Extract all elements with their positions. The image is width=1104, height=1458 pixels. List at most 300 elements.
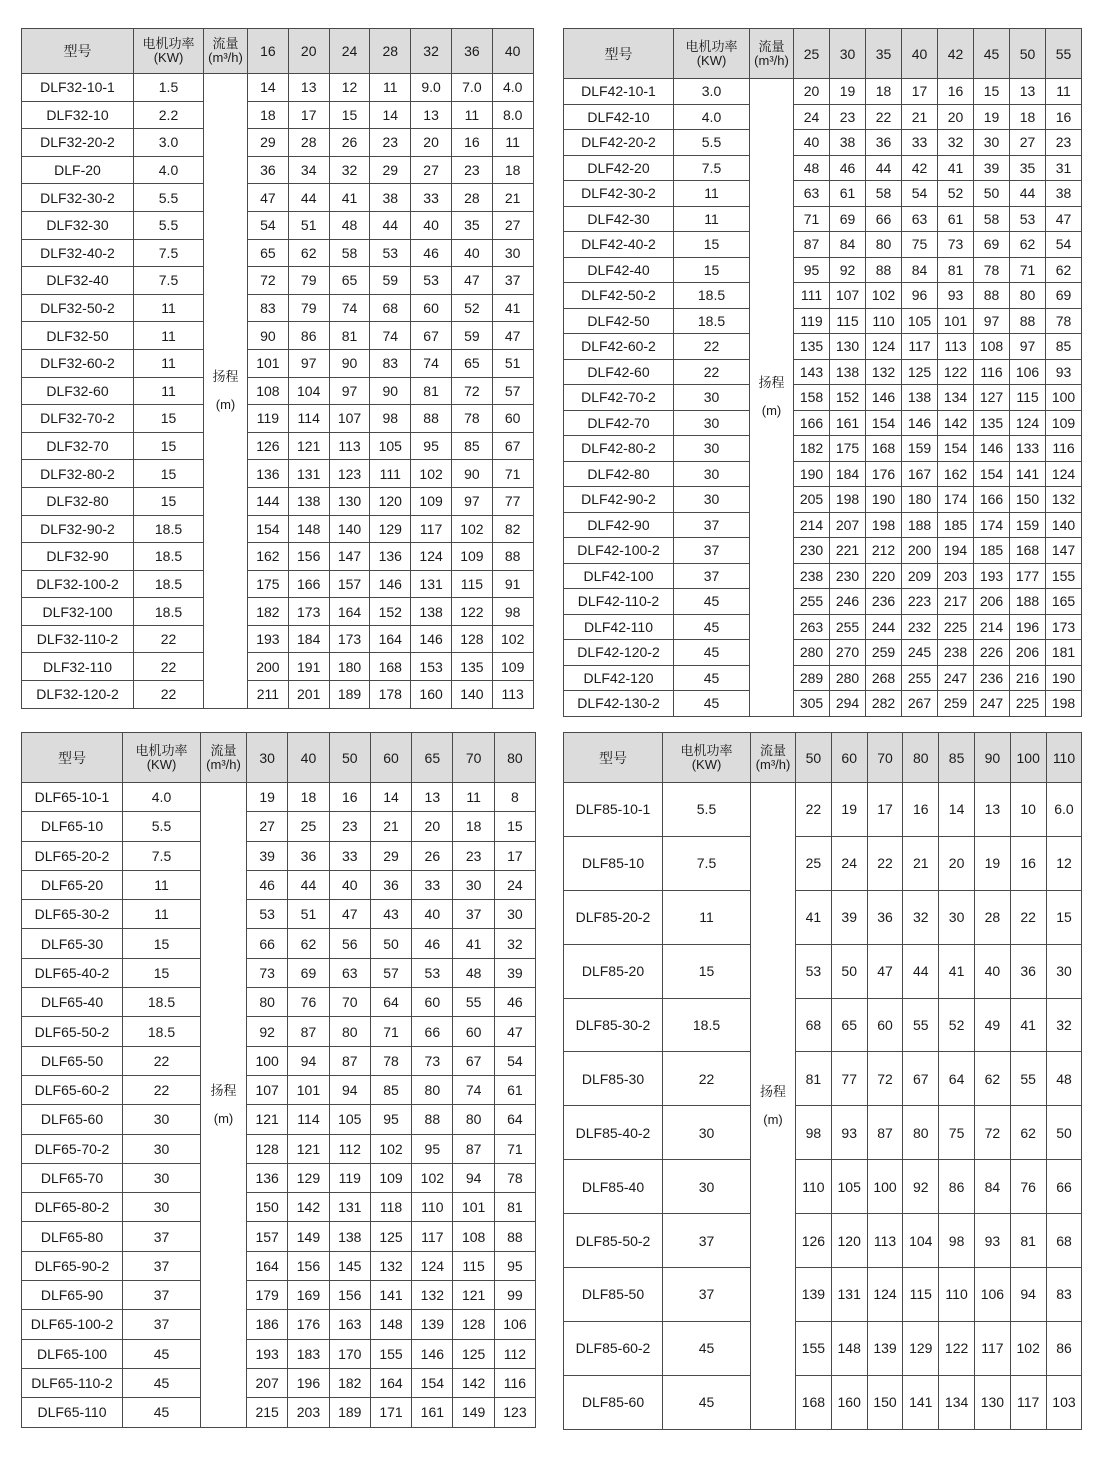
header-row: [22, 29, 534, 74]
head-value-cell: 52: [939, 998, 975, 1052]
table-row: [22, 900, 536, 929]
head-value-cell: 107: [329, 405, 370, 433]
head-value-cell: 87: [453, 1134, 494, 1163]
head-value-cell: 31: [1046, 155, 1082, 181]
flow-header-label: 流量: [758, 38, 785, 54]
head-value-cell: 16: [903, 783, 939, 837]
power-cell: 4.0: [123, 783, 201, 812]
head-value-cell: 78: [370, 1046, 411, 1075]
head-value-cell: 15: [329, 101, 370, 129]
head-value-cell: 4.0: [492, 74, 533, 102]
head-value-cell: 64: [494, 1105, 535, 1134]
flow-header-label: 流量: [210, 742, 237, 758]
model-cell: DLF42-50: [564, 308, 674, 334]
head-value-cell: 109: [451, 543, 492, 571]
head-value-cell: 60: [492, 405, 533, 433]
head-value-cell: 108: [453, 1222, 494, 1251]
head-value-cell: 196: [1010, 614, 1046, 640]
head-value-cell: 138: [329, 1222, 370, 1251]
head-value-cell: 64: [370, 988, 411, 1017]
head-value-cell: 134: [938, 385, 974, 411]
head-value-cell: 75: [902, 232, 938, 258]
head-value-cell: 156: [329, 1281, 370, 1310]
head-value-cell: 41: [796, 890, 832, 944]
head-value-cell: 47: [329, 900, 370, 929]
head-value-cell: 110: [796, 1160, 832, 1214]
head-value-cell: 111: [370, 460, 411, 488]
head-value-cell: 244: [866, 614, 902, 640]
head-value-cell: 236: [866, 589, 902, 615]
head-value-cell: 97: [451, 487, 492, 515]
head-value-cell: 30: [974, 130, 1010, 156]
head-value-cell: 55: [1010, 1052, 1046, 1106]
head-value-cell: 62: [974, 1052, 1010, 1106]
model-cell: DLF42-100: [564, 563, 674, 589]
head-value-cell: 62: [1010, 1106, 1046, 1160]
model-cell: DLF65-70-2: [22, 1134, 123, 1163]
head-value-cell: 117: [412, 1222, 453, 1251]
flow-value-header: 30: [247, 733, 288, 783]
power-cell: 30: [663, 1160, 751, 1214]
head-value-cell: 54: [902, 181, 938, 207]
head-value-cell: 126: [248, 432, 289, 460]
head-value-cell: 32: [329, 156, 370, 184]
head-value-cell: 164: [370, 625, 411, 653]
model-cell: DLF42-30-2: [564, 181, 674, 207]
head-value-cell: 184: [830, 461, 866, 487]
table-row: [22, 1105, 536, 1134]
head-value-cell: 23: [453, 841, 494, 870]
head-value-cell: 142: [288, 1193, 329, 1222]
head-value-cell: 141: [1010, 461, 1046, 487]
power-cell: 30: [663, 1106, 751, 1160]
head-value-cell: 83: [370, 349, 411, 377]
head-value-cell: 155: [370, 1339, 411, 1368]
head-value-cell: 185: [974, 538, 1010, 564]
head-value-cell: 66: [1046, 1160, 1082, 1214]
head-value-cell: 207: [830, 512, 866, 538]
head-value-cell: 115: [903, 1268, 939, 1322]
head-value-cell: 33: [902, 130, 938, 156]
head-value-cell: 138: [288, 487, 329, 515]
model-cell: DLF85-50: [564, 1268, 663, 1322]
head-value-cell: 170: [329, 1339, 370, 1368]
head-label-cell: [201, 783, 247, 1428]
head-value-cell: 124: [412, 1251, 453, 1280]
head-value-cell: 41: [939, 944, 975, 998]
head-value-cell: 60: [453, 1017, 494, 1046]
table-row: [22, 841, 536, 870]
head-value-cell: 181: [1046, 640, 1082, 666]
table-row: [22, 1075, 536, 1104]
head-value-cell: 103: [1046, 1375, 1082, 1429]
power-cell: 11: [663, 890, 751, 944]
table-row: [564, 783, 1082, 837]
head-value-cell: 65: [451, 349, 492, 377]
head-value-cell: 113: [938, 334, 974, 360]
head-value-cell: 194: [938, 538, 974, 564]
model-cell: DLF85-40: [564, 1160, 663, 1214]
head-value-cell: 104: [288, 377, 329, 405]
head-value-cell: 20: [412, 812, 453, 841]
head-value-cell: 160: [411, 681, 452, 709]
flow-value-header: 50: [329, 733, 370, 783]
table-row: [22, 958, 536, 987]
power-cell: 18.5: [134, 515, 204, 543]
head-value-cell: 78: [451, 405, 492, 433]
head-value-cell: 28: [451, 184, 492, 212]
head-value-cell: 117: [411, 515, 452, 543]
head-value-cell: 267: [902, 691, 938, 717]
head-value-cell: 20: [939, 836, 975, 890]
head-value-cell: 131: [411, 570, 452, 598]
table-row: [564, 410, 1082, 436]
head-value-cell: 67: [492, 432, 533, 460]
head-value-cell: 49: [974, 998, 1010, 1052]
head-value-cell: 54: [248, 211, 289, 239]
head-value-cell: 125: [453, 1339, 494, 1368]
model-cell: DLF42-70-2: [564, 385, 674, 411]
head-value-cell: 46: [830, 155, 866, 181]
head-value-cell: 214: [794, 512, 830, 538]
head-value-cell: 87: [794, 232, 830, 258]
flow-value-header: 36: [451, 29, 492, 74]
flow-value-header: 32: [411, 29, 452, 74]
head-value-cell: 35: [451, 211, 492, 239]
head-value-cell: 84: [974, 1160, 1010, 1214]
head-value-cell: 36: [248, 156, 289, 184]
model-cell: DLF65-90-2: [22, 1251, 123, 1280]
power-cell: 45: [123, 1398, 201, 1427]
head-value-cell: 18: [1010, 104, 1046, 130]
head-value-cell: 176: [288, 1310, 329, 1339]
head-value-cell: 236: [974, 665, 1010, 691]
head-value-cell: 12: [329, 74, 370, 102]
head-value-cell: 92: [830, 257, 866, 283]
head-value-cell: 112: [494, 1339, 535, 1368]
flow-header: [201, 733, 247, 783]
table-row: [22, 681, 534, 709]
table-row: [564, 181, 1082, 207]
head-value-cell: 18: [866, 79, 902, 105]
head-value-cell: 36: [866, 130, 902, 156]
head-value-cell: 140: [329, 515, 370, 543]
table-row: [564, 359, 1082, 385]
head-value-cell: 76: [1010, 1160, 1046, 1214]
table-row: [22, 405, 534, 433]
power-cell: 15: [663, 944, 751, 998]
head-value-cell: 20: [411, 129, 452, 157]
head-value-cell: 53: [370, 239, 411, 267]
power-cell: 11: [134, 322, 204, 350]
head-value-cell: 53: [247, 900, 288, 929]
head-value-cell: 280: [830, 665, 866, 691]
head-value-cell: 144: [248, 487, 289, 515]
head-value-cell: 131: [288, 460, 329, 488]
table-row: [564, 563, 1082, 589]
head-value-cell: 216: [1010, 665, 1046, 691]
head-value-cell: 203: [938, 563, 974, 589]
head-value-cell: 118: [370, 1193, 411, 1222]
head-value-cell: 48: [329, 211, 370, 239]
head-value-cell: 60: [867, 998, 903, 1052]
head-value-cell: 98: [796, 1106, 832, 1160]
head-value-cell: 105: [370, 432, 411, 460]
model-cell: DLF32-30: [22, 211, 134, 239]
flow-header-label: 流量: [759, 742, 786, 758]
table-row: [22, 460, 534, 488]
power-cell: 22: [134, 625, 204, 653]
flow-header-unit: (m³/h): [754, 52, 789, 68]
head-value-cell: 139: [867, 1321, 903, 1375]
head-value-cell: 55: [453, 988, 494, 1017]
head-value-cell: 95: [794, 257, 830, 283]
head-value-cell: 94: [329, 1075, 370, 1104]
power-cell: 22: [123, 1075, 201, 1104]
flow-value-header: 80: [494, 733, 535, 783]
head-value-cell: 102: [866, 283, 902, 309]
pump-table-dlf32: [21, 28, 534, 709]
flow-value-header: 28: [370, 29, 411, 74]
head-value-cell: 189: [329, 1398, 370, 1427]
head-value-cell: 131: [329, 1193, 370, 1222]
head-value-cell: 53: [412, 958, 453, 987]
head-unit: (m): [761, 403, 782, 419]
head-value-cell: 221: [830, 538, 866, 564]
flow-value-header: 16: [248, 29, 289, 74]
head-value-cell: 6.0: [1046, 783, 1082, 837]
head-value-cell: 110: [412, 1193, 453, 1222]
head-value-cell: 105: [831, 1160, 867, 1214]
head-value-cell: 125: [902, 359, 938, 385]
table-row: [564, 1321, 1082, 1375]
head-value-cell: 101: [938, 308, 974, 334]
power-cell: 7.5: [123, 841, 201, 870]
head-unit: (m): [215, 396, 236, 412]
head-value-cell: 87: [288, 1017, 329, 1046]
power-cell: 7.5: [663, 836, 751, 890]
head-value-cell: 164: [370, 1368, 411, 1397]
head-value-cell: 117: [902, 334, 938, 360]
head-value-cell: 159: [1010, 512, 1046, 538]
model-cell: DLF85-10: [564, 836, 663, 890]
flow-value-header: 100: [1010, 733, 1046, 783]
table-row: [564, 206, 1082, 232]
head-value-cell: 13: [974, 783, 1010, 837]
table-row: [22, 783, 536, 812]
head-value-cell: 39: [494, 958, 535, 987]
model-cell: DLF42-90-2: [564, 487, 674, 513]
head-value-cell: 93: [974, 1214, 1010, 1268]
table-row: [22, 349, 534, 377]
power-cell: 37: [674, 512, 750, 538]
head-value-cell: 85: [370, 1075, 411, 1104]
head-value-cell: 67: [453, 1046, 494, 1075]
head-value-cell: 107: [830, 283, 866, 309]
head-value-cell: 60: [411, 294, 452, 322]
head-value-cell: 79: [288, 294, 329, 322]
table-row: [22, 1163, 536, 1192]
model-cell: DLF32-80-2: [22, 460, 134, 488]
head-value-cell: 63: [794, 181, 830, 207]
head-value-cell: 106: [494, 1310, 535, 1339]
table-row: [22, 267, 534, 295]
head-value-cell: 80: [453, 1105, 494, 1134]
head-value-cell: 201: [288, 681, 329, 709]
power-cell: 15: [123, 958, 201, 987]
head-label-cell: [750, 79, 794, 717]
head-value-cell: 17: [902, 79, 938, 105]
table-row: [22, 515, 534, 543]
head-value-cell: 164: [247, 1251, 288, 1280]
table-row: [564, 512, 1082, 538]
head-value-cell: 36: [288, 841, 329, 870]
head-value-cell: 129: [903, 1321, 939, 1375]
power-cell: 30: [674, 436, 750, 462]
head-value-cell: 86: [1046, 1321, 1082, 1375]
head-value-cell: 68: [796, 998, 832, 1052]
head-value-cell: 44: [903, 944, 939, 998]
model-cell: DLF65-70: [22, 1163, 123, 1192]
head-value-cell: 125: [370, 1222, 411, 1251]
power-cell: 30: [123, 1163, 201, 1192]
head-value-cell: 16: [938, 79, 974, 105]
head-value-cell: 88: [412, 1105, 453, 1134]
head-value-cell: 232: [902, 614, 938, 640]
head-value-cell: 14: [939, 783, 975, 837]
table-row: [22, 156, 534, 184]
head-value-cell: 230: [794, 538, 830, 564]
head-value-cell: 198: [1046, 691, 1082, 717]
power-cell: 5.5: [123, 812, 201, 841]
model-cell: DLF42-40: [564, 257, 674, 283]
power-header-label: 电机功率: [685, 38, 738, 54]
head-value-cell: 90: [370, 377, 411, 405]
flow-value-header: 50: [1010, 29, 1046, 79]
head-value-cell: 180: [902, 487, 938, 513]
model-header: 型号: [564, 29, 674, 79]
head-value-cell: 122: [451, 598, 492, 626]
head-value-cell: 51: [492, 349, 533, 377]
table-row: [22, 1193, 536, 1222]
head-value-cell: 154: [248, 515, 289, 543]
head-value-cell: 71: [1010, 257, 1046, 283]
head-value-cell: 152: [370, 598, 411, 626]
head-value-cell: 154: [938, 436, 974, 462]
head-value-cell: 94: [288, 1046, 329, 1075]
model-cell: DLF42-80-2: [564, 436, 674, 462]
model-cell: DLF65-100-2: [22, 1310, 123, 1339]
head-value-cell: 22: [796, 783, 832, 837]
head-value-cell: 255: [902, 665, 938, 691]
head-value-cell: 72: [248, 267, 289, 295]
head-value-cell: 35: [1010, 155, 1046, 181]
table-body: [22, 74, 534, 709]
head-value-cell: 223: [902, 589, 938, 615]
flow-value-header: 35: [866, 29, 902, 79]
head-value-cell: 101: [248, 349, 289, 377]
head-value-cell: 97: [974, 308, 1010, 334]
head-value-cell: 54: [494, 1046, 535, 1075]
head-value-cell: 136: [247, 1163, 288, 1192]
flow-header-label: 流量: [212, 36, 239, 51]
flow-value-header: 50: [796, 733, 832, 783]
head-value-cell: 38: [1046, 181, 1082, 207]
head-value-cell: 40: [451, 239, 492, 267]
table-body: [564, 783, 1082, 1430]
table-row: [22, 570, 534, 598]
head-value-cell: 95: [411, 432, 452, 460]
head-value-cell: 90: [248, 322, 289, 350]
flow-value-header: 85: [939, 733, 975, 783]
head-value-cell: 27: [411, 156, 452, 184]
head-value-cell: 263: [794, 614, 830, 640]
table-row: [22, 1281, 536, 1310]
model-cell: DLF32-100: [22, 598, 134, 626]
head-value-cell: 63: [329, 958, 370, 987]
head-value-cell: 41: [492, 294, 533, 322]
head-unit: (m): [213, 1110, 234, 1126]
head-value-cell: 109: [370, 1163, 411, 1192]
model-cell: DLF32-40: [22, 267, 134, 295]
head-value-cell: 21: [903, 836, 939, 890]
power-cell: 18.5: [134, 570, 204, 598]
head-value-cell: 75: [939, 1106, 975, 1160]
table-row: [22, 598, 534, 626]
head-value-cell: 66: [412, 1017, 453, 1046]
head-value-cell: 30: [1046, 944, 1082, 998]
head-value-cell: 74: [370, 322, 411, 350]
head-value-cell: 148: [831, 1321, 867, 1375]
head-value-cell: 146: [902, 410, 938, 436]
head-value-cell: 94: [1010, 1268, 1046, 1322]
power-cell: 15: [134, 405, 204, 433]
head-value-cell: 294: [830, 691, 866, 717]
head-value-cell: 99: [494, 1281, 535, 1310]
head-value-cell: 270: [830, 640, 866, 666]
power-cell: 45: [674, 614, 750, 640]
model-cell: DLF42-30: [564, 206, 674, 232]
table-row: [22, 988, 536, 1017]
head-value-cell: 30: [494, 900, 535, 929]
head-value-cell: 133: [1010, 436, 1046, 462]
flow-value-header: 24: [329, 29, 370, 74]
model-cell: DLF32-60-2: [22, 349, 134, 377]
head-value-cell: 114: [288, 1105, 329, 1134]
power-header-unit: (KW): [691, 756, 722, 772]
model-cell: DLF42-40-2: [564, 232, 674, 258]
header-row: [564, 733, 1082, 783]
table-row: [564, 385, 1082, 411]
head-value-cell: 238: [938, 640, 974, 666]
head-value-cell: 185: [938, 512, 974, 538]
table-header: [22, 29, 534, 74]
power-cell: 15: [134, 487, 204, 515]
head-value-cell: 52: [451, 294, 492, 322]
power-header-unit: (KW): [146, 756, 177, 772]
table-row: [564, 79, 1082, 105]
head-value-cell: 121: [247, 1105, 288, 1134]
head-value-cell: 92: [247, 1017, 288, 1046]
head-value-cell: 25: [288, 812, 329, 841]
head-value-cell: 86: [939, 1160, 975, 1214]
head-value-cell: 124: [866, 334, 902, 360]
head-value-cell: 102: [451, 515, 492, 543]
head-value-cell: 175: [248, 570, 289, 598]
model-cell: DLF32-10: [22, 101, 134, 129]
head-value-cell: 81: [796, 1052, 832, 1106]
head-value-cell: 230: [830, 563, 866, 589]
